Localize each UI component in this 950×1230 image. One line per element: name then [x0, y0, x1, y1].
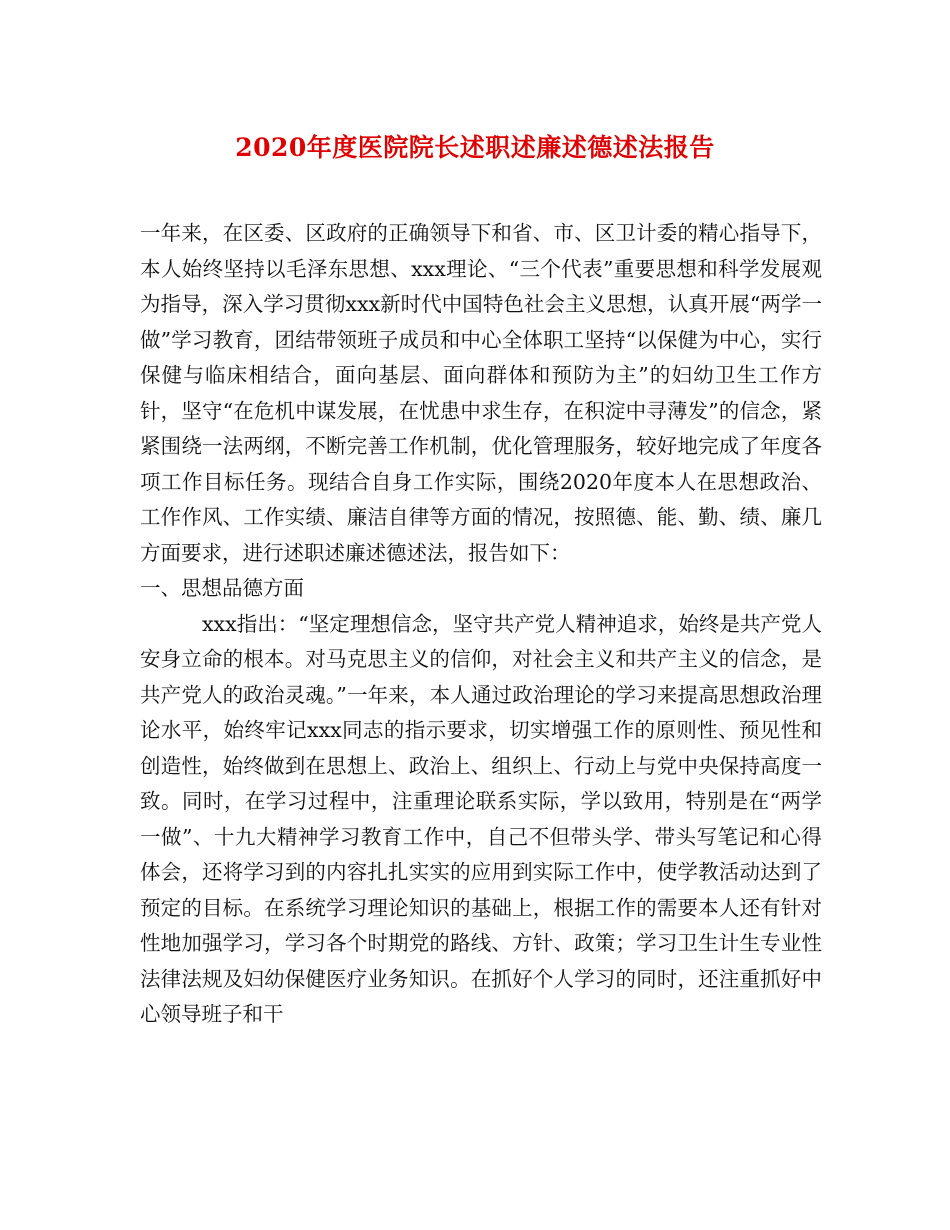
- document-body: [140, 216, 822, 1033]
- section-heading-ideology: 一、思想品德方面: [140, 576, 304, 600]
- intro-paragraph: 一年来，在区委、区政府的正确领导下和省、市、区卫计委的精心指导下，本人始终坚持以毛泽东思想、xxx理论、“三个代表”重要思想和科学发展观为指导，深入学习贯彻xxx新时代中国特色社会主义思想，认真开展“两学一做”学习教育，团结带领班子成员和中心全体职工坚持“以保健为中心，实行保健与临床相结合，面向基层、面向群体和预防为主”的妇幼卫生工作方针，坚守“在危机中谋发展，在忧患中求生存，在积淀中寻薄发”的信念，紧紧围绕一法两纲，不断完善工作机制，优化管理服务，较好地完成了年度各项工作目标任务。现结合自身工作实际，围绕2020年度本人在思想政治、工作作风、工作实绩、廉洁自律等方面的情况，按照德、能、勤、绩、廉几方面要求，进行述职述廉述德述法，报告如下：: [140, 221, 822, 565]
- section-paragraph-ideology: xxx指出：“坚定理想信念，坚守共产党人精神追求，始终是共产党人安身立命的根本。对马克思主义的信仰，对社会主义和共产主义的信念，是共产党人的政治灵魂。”一年来，本人通过政治理论的学习来提高思想政治理论水平，始终牢记xxx同志的指示要求，切实增强工作的原则性、预见性和创造性，始终做到在思想上、政治上、组织上、行动上与党中央保持高度一致。同时，在学习过程中，注重理论联系实际，学以致用，特别是在“两学一做”、十九大精神学习教育工作中，自己不但带头学、带头写笔记和心得体会，还将学习到的内容扎扎实实的应用到实际工作中，使学教活动达到了预定的目标。在系统学习理论知识的基础上，根据工作的需要本人还有针对性地加强学习，学习各个时期党的路线、方针、政策；学习卫生计生专业性法律法规及妇幼保健医疗业务知识。在抓好个人学习的同时，还注重抓好中心领导班子和干: [140, 611, 822, 1026]
- document-title: 2020年度医院院长述职述廉述德述法报告: [235, 133, 715, 162]
